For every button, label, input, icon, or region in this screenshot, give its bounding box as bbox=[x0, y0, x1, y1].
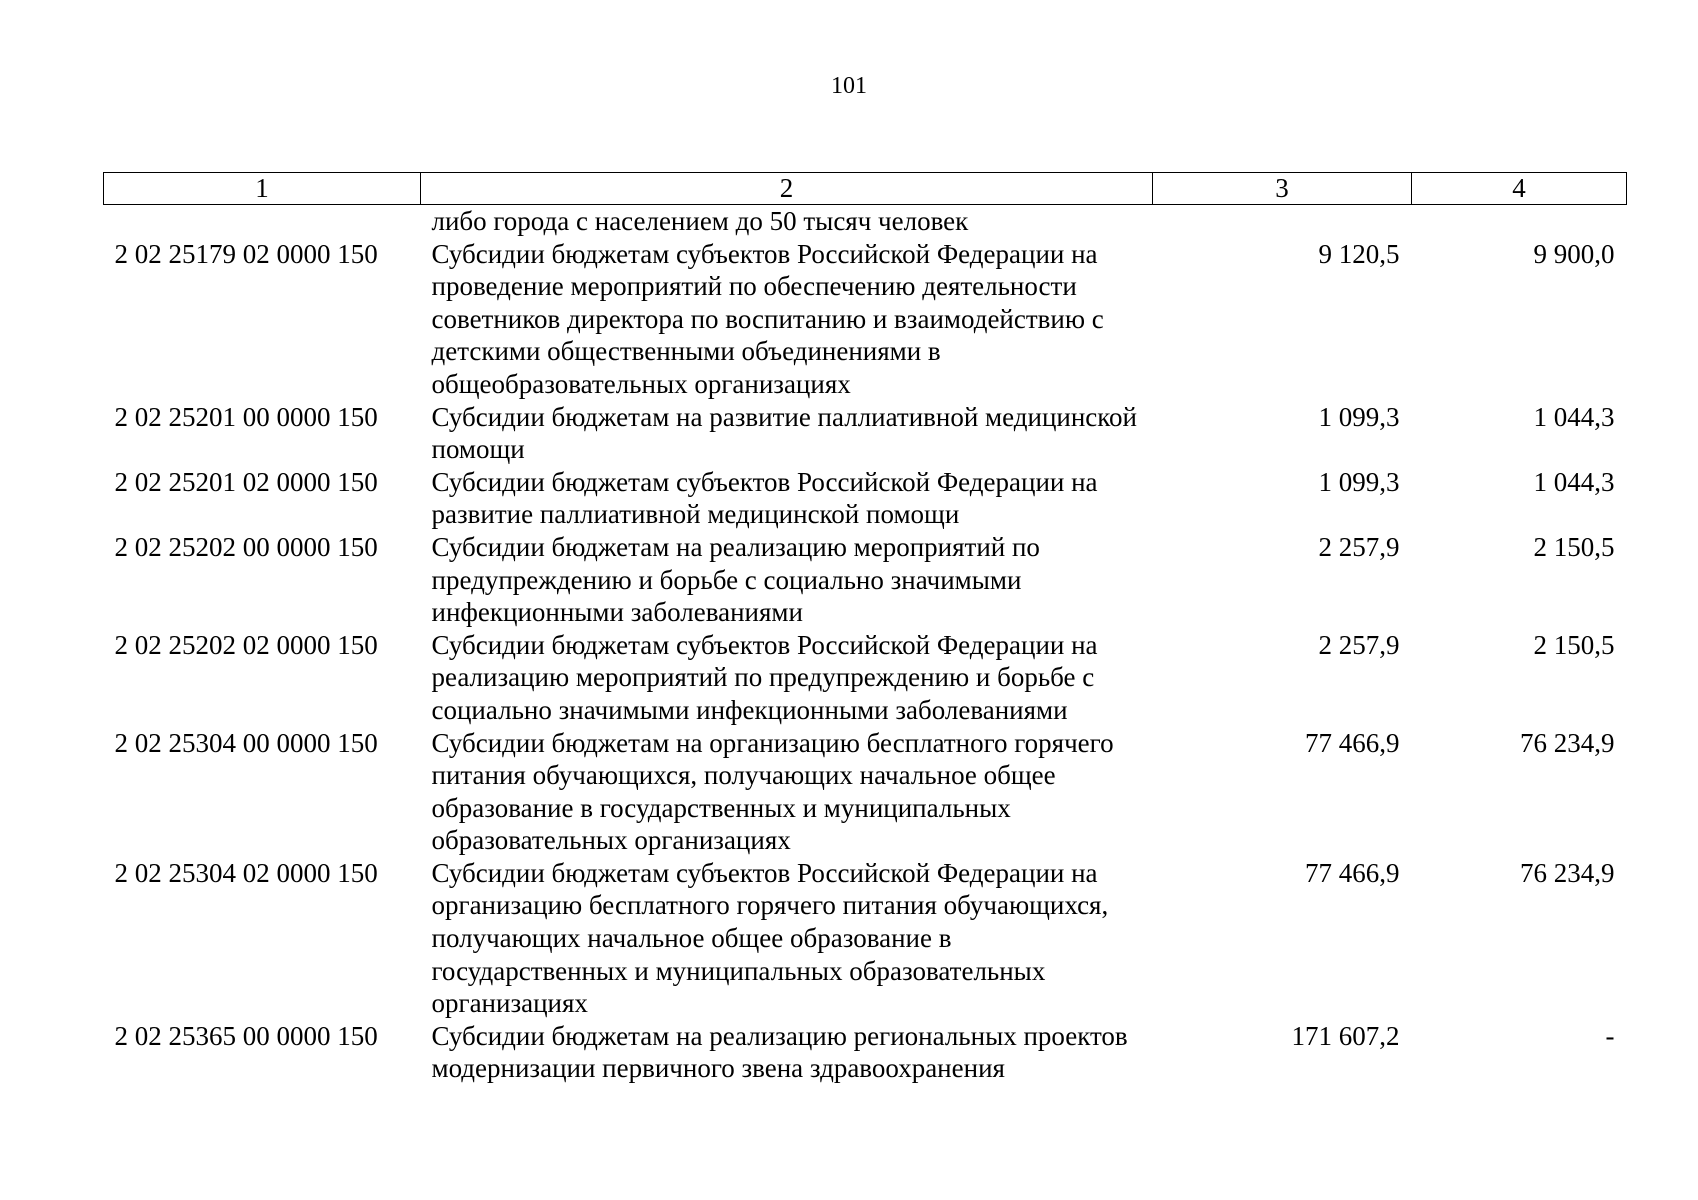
header-col-2: 2 bbox=[421, 173, 1153, 205]
row-value-col3: 1 099,3 bbox=[1318, 401, 1400, 432]
row-value-col3: 1 099,3 bbox=[1318, 466, 1400, 497]
row-value-col3 bbox=[1153, 205, 1412, 238]
table-row bbox=[104, 727, 1627, 857]
row-code: 2 02 25304 00 0000 150 bbox=[114, 727, 378, 758]
table-row bbox=[104, 1020, 1627, 1085]
table-row bbox=[104, 857, 1627, 1020]
row-code: 2 02 25201 02 0000 150 bbox=[114, 466, 378, 497]
row-value-col4: 2 150,5 bbox=[1533, 629, 1615, 660]
table-row bbox=[104, 238, 1627, 401]
row-code: 2 02 25202 00 0000 150 bbox=[114, 531, 378, 562]
row-value-col4: - bbox=[1605, 1020, 1615, 1051]
table-header bbox=[104, 173, 1627, 205]
row-value-col3: 77 466,9 bbox=[1305, 857, 1400, 888]
table-row bbox=[104, 466, 1627, 531]
row-description: Субсидии бюджетам на развитие паллиативной медицинской помощи bbox=[431, 401, 1137, 465]
table-row bbox=[104, 531, 1627, 629]
row-code: 2 02 25202 02 0000 150 bbox=[114, 629, 378, 660]
row-code: 2 02 25304 02 0000 150 bbox=[114, 857, 378, 888]
row-value-col3: 2 257,9 bbox=[1318, 531, 1400, 562]
row-description: Субсидии бюджетам на реализацию мероприятий по предупреждению и борьбе с социально значимыми инфекционными заболеваниями bbox=[431, 531, 1040, 628]
row-code: 2 02 25179 02 0000 150 bbox=[114, 238, 378, 269]
row-value-col4: 2 150,5 bbox=[1533, 531, 1615, 562]
row-value-col4: 1 044,3 bbox=[1533, 466, 1615, 497]
row-description: Субсидии бюджетам на организацию бесплатного горячего питания обучающихся, получающих начальное общее образование в государственных и муниципальных образовательных организациях bbox=[431, 727, 1114, 856]
row-value-col3: 171 607,2 bbox=[1291, 1020, 1400, 1051]
row-description: Субсидии бюджетам субъектов Российской Федерации на организацию бесплатного горячего питания обучающихся, получающих начальное общее образование в государственных и муниципальных образовательных организациях bbox=[431, 857, 1109, 1019]
row-description: Субсидии бюджетам субъектов Российской Федерации на развитие паллиативной медицинской помощи bbox=[431, 466, 1098, 530]
row-description: либо города с населением до 50 тысяч человек bbox=[431, 206, 969, 236]
row-value-col4: 76 234,9 bbox=[1520, 857, 1615, 888]
row-value-col4: 76 234,9 bbox=[1520, 727, 1615, 758]
header-col-1: 1 bbox=[104, 173, 421, 205]
table-row bbox=[104, 401, 1627, 466]
row-description: Субсидии бюджетам субъектов Российской Федерации на реализацию мероприятий по предупреждению и борьбе с социально значимыми инфекционными заболеваниями bbox=[431, 629, 1098, 725]
row-value-col4: 9 900,0 bbox=[1533, 238, 1615, 269]
row-code: 2 02 25201 00 0000 150 bbox=[114, 401, 378, 432]
header-col-3: 3 bbox=[1153, 173, 1412, 205]
row-value-col4 bbox=[1412, 205, 1627, 238]
row-value-col3: 2 257,9 bbox=[1318, 629, 1400, 660]
header-col-4: 4 bbox=[1412, 173, 1627, 205]
table-row bbox=[104, 205, 1627, 238]
row-value-col3: 77 466,9 bbox=[1305, 727, 1400, 758]
table-body bbox=[104, 205, 1627, 1086]
row-value-col3: 9 120,5 bbox=[1318, 238, 1400, 269]
row-code: 2 02 25365 00 0000 150 bbox=[114, 1020, 378, 1051]
row-value-col4: 1 044,3 bbox=[1533, 401, 1615, 432]
row-description: Субсидии бюджетам субъектов Российской Федерации на проведение мероприятий по обеспечению деятельности советников директора по воспитанию и взаимодействию с детскими общественными объединениями в общеобразовательных организациях bbox=[431, 238, 1104, 399]
budget-table bbox=[103, 172, 1627, 1085]
page-number: 101 bbox=[831, 73, 867, 99]
header-row bbox=[104, 173, 1627, 205]
row-description: Субсидии бюджетам на реализацию региональных проектов модернизации первичного звена здравоохранения bbox=[431, 1020, 1128, 1084]
table-row bbox=[104, 629, 1627, 727]
row-code bbox=[104, 205, 421, 238]
